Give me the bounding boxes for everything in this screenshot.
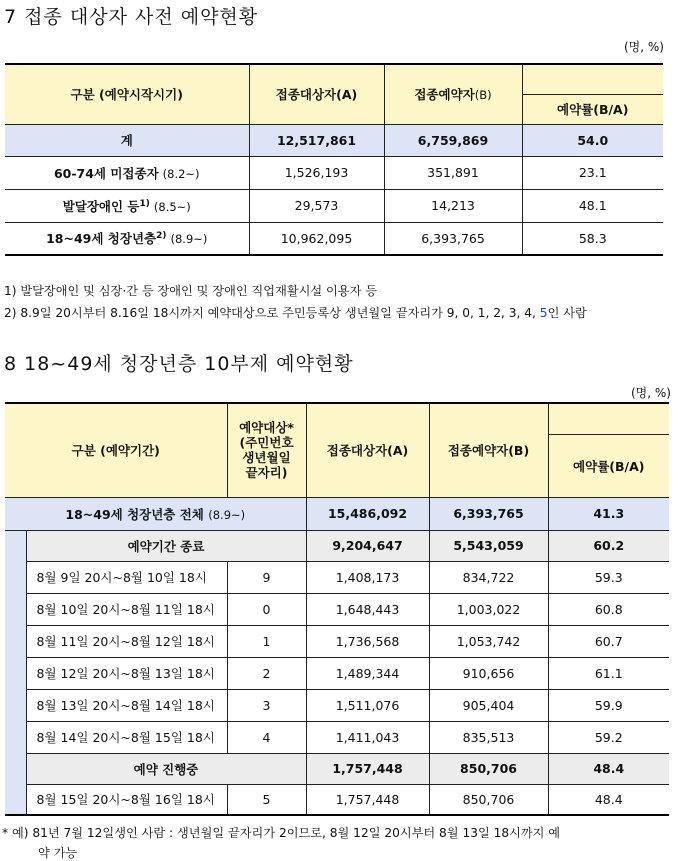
row-rate: 59.9: [548, 689, 669, 721]
header-reserved: 접종예약자(B): [429, 403, 548, 497]
row-rate: 59.2: [548, 721, 669, 753]
table-row: [5, 689, 669, 721]
row-digit: 3: [227, 689, 306, 721]
row-reserved: 1,003,022: [429, 593, 548, 625]
reservation-table: [5, 63, 663, 256]
row-reserved: 910,656: [429, 657, 548, 689]
row-reserved: 850,706: [429, 784, 548, 815]
row-reserved: 5,543,059: [429, 530, 548, 561]
row-target: 1,408,173: [306, 561, 429, 593]
ten-day-reservation-table: [5, 402, 669, 816]
header-empty-cell: [522, 64, 663, 94]
row-rate: 23.1: [522, 156, 663, 189]
row-period: 8월 13일 20시~8월 14일 18시: [26, 689, 227, 721]
header-target: 접종대상자(A): [249, 64, 384, 124]
total-group-bar: [5, 530, 26, 753]
row-period: 8월 10일 20시~8월 11일 18시: [26, 593, 227, 625]
table-row: [5, 189, 663, 222]
section8-title: 8 18~49세 청장년층 10부제 예약현황: [4, 353, 354, 375]
row-rate: 48.4: [548, 784, 669, 815]
table-row: [5, 561, 669, 593]
header-reserved: 접종예약자(B): [384, 64, 522, 124]
row-label: 18~49세 청장년층 전체 (8.9~): [5, 497, 306, 530]
table-row: [5, 156, 663, 189]
footnote-example: * 예) 81년 7월 12일생인 사람 : 생년월일 끝자리가 2이므로, 8월 12일 20시부터 8월 13일 18시까지 예: [2, 826, 561, 840]
row-target: 15,486,092: [306, 497, 429, 530]
section7-title: 7 접종 대상자 사전 예약현황: [4, 6, 259, 28]
row-label: 계: [5, 124, 249, 156]
row-period: 8월 9일 20시~8월 10일 18시: [26, 561, 227, 593]
row-digit: 2: [227, 657, 306, 689]
row-rate: 60.7: [548, 625, 669, 657]
footnote-1: 1) 발달장애인 및 심장·간 등 장애인 및 장애인 직업재활시설 이용자 등: [4, 284, 377, 298]
footnote-2: 2) 8.9일 20시부터 8.16일 18시까지 예약대상으로 주민등록상 생년월일 끝자리가 9, 0, 1, 2, 3, 4, 5인 사람: [4, 306, 587, 320]
row-rate: 59.3: [548, 561, 669, 593]
row-target: 1,757,448: [306, 784, 429, 815]
row-rate: 58.3: [522, 222, 663, 255]
row-period: 8월 12일 20시~8월 13일 18시: [26, 657, 227, 689]
row-reserved: 1,053,742: [429, 625, 548, 657]
header-empty-cell: [548, 403, 669, 434]
row-rate: 60.2: [548, 530, 669, 561]
table-row-total: [5, 497, 669, 530]
row-rate: 61.1: [548, 657, 669, 689]
row-target: 1,526,193: [249, 156, 384, 189]
row-target: 12,517,861: [249, 124, 384, 156]
row-target: 9,204,647: [306, 530, 429, 561]
row-target: 1,757,448: [306, 753, 429, 784]
row-rate: 41.3: [548, 497, 669, 530]
row-digit: 1: [227, 625, 306, 657]
header-category: 구분 (예약기간): [5, 403, 227, 497]
row-label: 60-74세 미접종자 (8.2~): [5, 156, 249, 189]
row-label: 예약기간 종료: [26, 530, 306, 561]
row-reserved: 14,213: [384, 189, 522, 222]
table-row-ended-subtotal: [5, 530, 669, 561]
row-target: 10,962,095: [249, 222, 384, 255]
table-row: [5, 784, 669, 815]
row-reserved: 835,513: [429, 721, 548, 753]
row-target: 1,736,568: [306, 625, 429, 657]
row-reserved: 834,722: [429, 561, 548, 593]
table-row-total: [5, 124, 663, 156]
row-period: 8월 14일 20시~8월 15일 18시: [26, 721, 227, 753]
table-row: [5, 657, 669, 689]
row-label: 발달장애인 등$^{1)}$ (8.5~): [5, 189, 249, 222]
total-group-bar: [5, 753, 26, 815]
row-target: 1,648,443: [306, 593, 429, 625]
row-period: 8월 15일 20시~8월 16일 18시: [26, 784, 227, 815]
row-label: 18~49세 청장년층$^{2)}$ (8.9~): [5, 222, 249, 255]
row-digit: 4: [227, 721, 306, 753]
row-target: 1,511,076: [306, 689, 429, 721]
row-rate: 54.0: [522, 124, 663, 156]
row-reserved: 6,393,765: [429, 497, 548, 530]
table-row: [5, 222, 663, 255]
row-reserved: 351,891: [384, 156, 522, 189]
header-digit: 예약대상* (주민번호 생년월일 끝자리): [227, 403, 306, 497]
row-digit: 9: [227, 561, 306, 593]
row-reserved: 6,393,765: [384, 222, 522, 255]
table-row-ongoing-subtotal: [5, 753, 669, 784]
row-digit: 5: [227, 784, 306, 815]
row-rate: 60.8: [548, 593, 669, 625]
footnote-example-cont: 약 가능: [38, 846, 78, 860]
row-label: 예약 진행중: [26, 753, 306, 784]
row-rate: 48.1: [522, 189, 663, 222]
row-target: 29,573: [249, 189, 384, 222]
row-reserved: 905,404: [429, 689, 548, 721]
section7-unit: (명, %): [624, 40, 664, 54]
table-row: [5, 625, 669, 657]
header-rate: 예약률(B/A): [548, 434, 669, 497]
row-digit: 0: [227, 593, 306, 625]
row-reserved: 6,759,869: [384, 124, 522, 156]
header-category: 구분 (예약시작시기): [5, 64, 249, 124]
row-target: 1,489,344: [306, 657, 429, 689]
table-row: [5, 593, 669, 625]
header-target: 접종대상자(A): [306, 403, 429, 497]
row-target: 1,411,043: [306, 721, 429, 753]
table-row: [5, 721, 669, 753]
header-rate: 예약률(B/A): [522, 94, 663, 124]
row-reserved: 850,706: [429, 753, 548, 784]
row-rate: 48.4: [548, 753, 669, 784]
section8-unit: (명, %): [631, 386, 671, 400]
row-period: 8월 11일 20시~8월 12일 18시: [26, 625, 227, 657]
